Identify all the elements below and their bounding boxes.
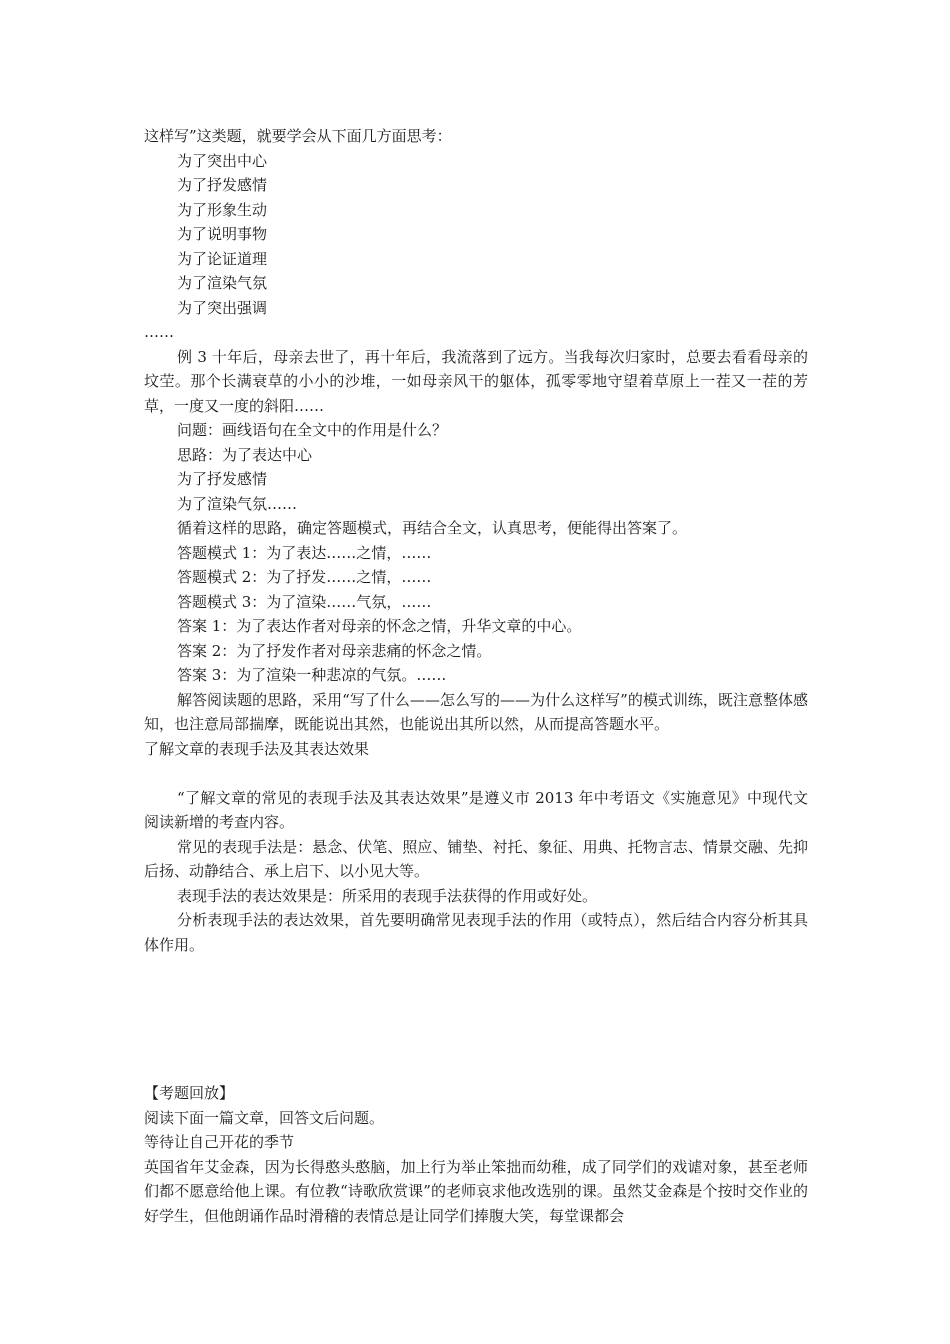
idea-line: 为了抒发感情 [177,470,268,488]
list-item: 为了论证道理 [177,249,268,268]
section-heading: 了解文章的表现手法及其表达效果 [144,739,370,758]
section-paragraph: 常见的表现手法是：悬念、伏笔、照应、铺垫、衬托、象征、用典、托物言志、情景交融、先抑后扬、动静结合、承上启下、以小见大等。 [144,837,808,880]
mode-line: 答题模式 3：为了渲染……气氛，…… [177,592,432,611]
review-heading: 【考题回放】 [144,1084,235,1102]
article-body: 英国省年艾金森，因为长得憨头憨脑，加上行为举止笨拙而幼稚，成了同学们的戏谑对象，甚至老师们都不愿意给他上课。有位教“诗歌欣赏课”的老师哀求他改选别的课。虽然艾金森是个按时交作业的好学生，但他朗诵作品时滑稽的表情总是让同学们捧腹大笑，每堂课都会 [144,1157,808,1225]
list-item: 为了突出中心 [177,151,268,170]
mode-line: 答题模式 2：为了抒发……之情，…… [177,568,432,586]
document-page [144,124,808,1228]
section-paragraph: 分析表现手法的表达效果，首先要明确常见表现手法的作用（或特点），然后结合内容分析其具体作用。 [144,911,808,954]
answer-line: 答案 2：为了抒发作者对母亲悲痛的怀念之情。 [177,641,492,660]
answer-line: 答案 1：为了表达作者对母亲的怀念之情，升华文章的中心。 [177,617,582,635]
example-paragraph: 例 3 十年后，母亲去世了，再十年后，我流落到了远方。当我每次归家时，总要去看看母亲的坟茔。那个长满衰草的小小的沙堆，一如母亲风干的躯体，孤零零地守望着草原上一茬又一茬的芳草，一度又一度的斜阳…… [144,347,808,415]
list-item: 为了抒发感情 [177,176,268,194]
list-item: 为了渲染气氛 [177,274,268,292]
ellipsis-line: …… [144,323,174,341]
question-line: 问题：画线语句在全文中的作用是什么？ [177,421,448,439]
follow-line: 循着这样的思路，确定答题模式，再结合全文，认真思考，便能得出答案了。 [177,519,688,537]
section-paragraph: 表现手法的表达效果是：所采用的表现手法获得的作用或好处。 [177,886,598,905]
summary-paragraph: 解答阅读题的思路，采用“写了什么——怎么写的——为什么这样写”的模式训练，既注意整体感知，也注意局部揣摩，既能说出其然，也能说出其所以然，从而提高答题水平。 [144,690,808,733]
review-instruction: 阅读下面一篇文章，回答文后问题。 [144,1108,385,1127]
answer-line: 答案 3：为了渲染一种悲凉的气氛。…… [177,666,447,684]
idea-line: 思路：为了表达中心 [177,445,313,464]
list-item: 为了突出强调 [177,298,268,317]
blank-line [144,761,808,786]
list-item: 为了说明事物 [177,225,268,243]
list-item: 为了形象生动 [177,200,268,219]
idea-line: 为了渲染气氛…… [177,494,298,513]
spacer [144,957,808,1081]
mode-line: 答题模式 1：为了表达……之情，…… [177,543,432,562]
intro-line: 这样写”这类题，就要学会从下面几方面思考： [144,127,452,145]
article-title: 等待让自己开花的季节 [144,1133,295,1151]
section-paragraph: “了解文章的常见的表现手法及其表达效果”是遵义市 2013 年中考语文《实施意见》中现代文阅读新增的考查内容。 [144,788,808,831]
